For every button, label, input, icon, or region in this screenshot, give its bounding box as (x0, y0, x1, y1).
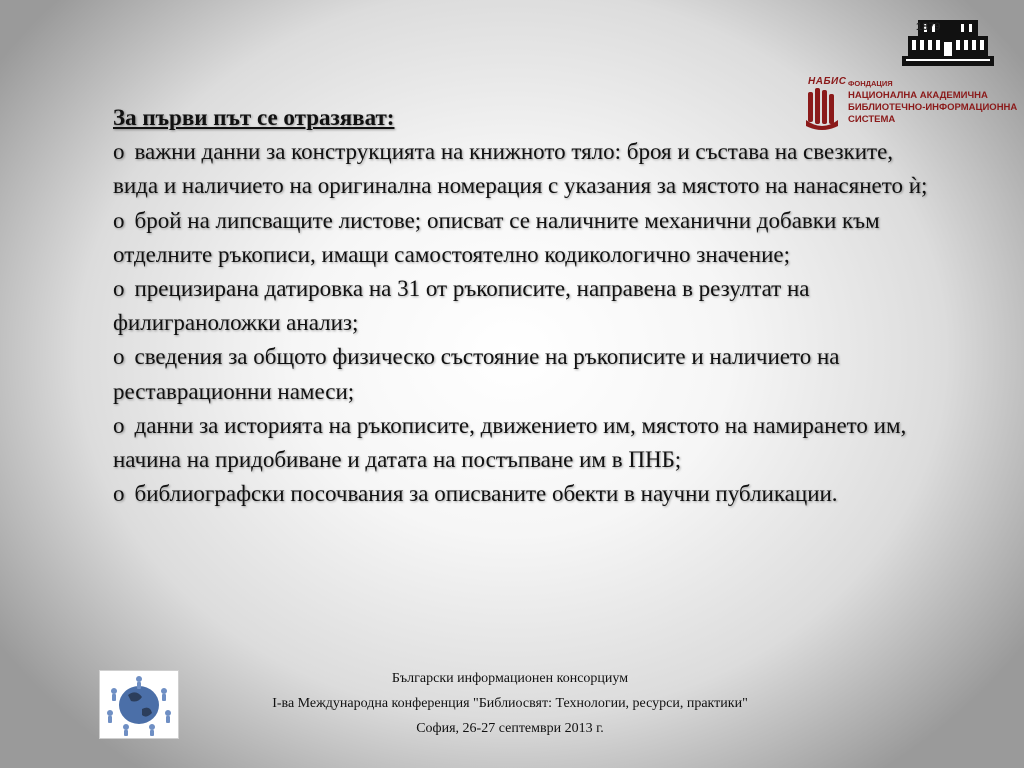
bullet-text: важни данни за конструкцията на книжното тяло: броя и състава на свезките, вида и наличието на оригинална номерация с указания за мястото на нанасянето ѝ; (113, 139, 928, 199)
bullet-marker: o (113, 481, 125, 507)
bullet-marker: o (113, 276, 125, 302)
bullet-text: сведения за общото физическо състояние на ръкописите и наличието на реставрационни намеси; (113, 344, 840, 404)
logo-line-2: НАЦИОНАЛНА АКАДЕМИЧНА (848, 90, 988, 101)
logo-line-4: СИСТЕМА (848, 114, 896, 125)
bullet-marker: o (113, 344, 125, 370)
people-globe-icon (99, 670, 179, 739)
bullet-marker: o (113, 207, 125, 233)
bullet-item (113, 135, 943, 203)
footer-org: Български информационен консорциум (391, 671, 629, 686)
bullet-item (113, 477, 943, 511)
bullet-item (113, 340, 943, 408)
bullet-marker: o (113, 139, 125, 165)
bullet-text: библиографски посочвания за описваните обекти в научни публикации. (134, 481, 838, 507)
bullet-text: брой на липсващите листове; описват се наличните механични добавки към отделните ръкописи, имащи самостоятелно кодикологично значение; (113, 207, 880, 267)
slide-body (113, 101, 943, 511)
logo-year: 1879 (916, 21, 941, 33)
logo-line-1: ФОНДАЦИЯ (848, 79, 893, 88)
logo-line-3: БИБЛИОТЕЧНО-ИНФОРМАЦИОННА (848, 102, 1018, 113)
bullet-item (113, 272, 943, 340)
bullet-text: прецизирана датировка на 31 от ръкописите, направена в резултат на филиграноложки анализ; (113, 276, 810, 336)
logo-abbr: НАБИС (808, 76, 847, 87)
bullet-item (113, 204, 943, 272)
footer-date: София, 26-27 септември 2013 г. (416, 721, 604, 736)
bullet-marker: o (113, 412, 125, 438)
bullet-text: данни за историята на ръкописите, движението им, мястото на намирането им, начина на придобиване и датата на постъпване им в ПНБ; (113, 412, 907, 473)
footer-conference: I-ва Международна конференция "Библиосвят: Технологии, ресурси, практики" (272, 696, 748, 711)
footer (200, 666, 820, 741)
bullet-item (113, 409, 943, 477)
slide-heading: За първи път се отразяват: (113, 105, 395, 130)
